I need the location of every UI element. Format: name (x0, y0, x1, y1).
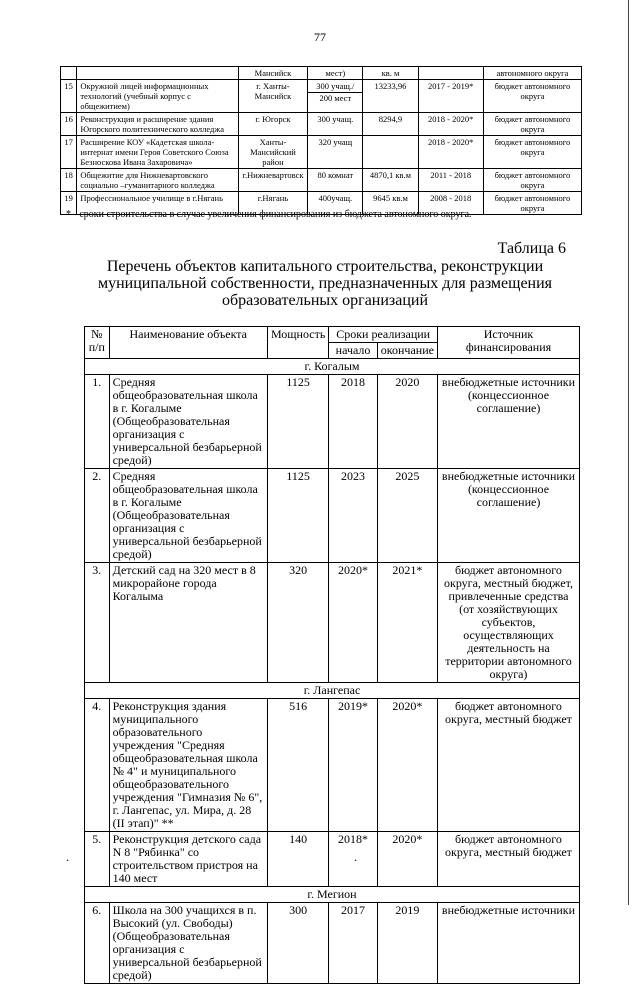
city-row (85, 359, 580, 375)
funding-source: бюджет автономного округа, местный бюджет (437, 699, 579, 832)
row-number: 18 (61, 169, 77, 192)
object-capacity-cell (308, 169, 363, 192)
start-year: 2018* (329, 832, 377, 887)
end-year: 2020* (377, 699, 437, 832)
end-year: 2020 (377, 375, 437, 469)
header-end: окончание (377, 343, 437, 359)
row-number: 4. (85, 699, 110, 832)
margin-dot: . (66, 850, 69, 864)
row-number: 19 (61, 192, 77, 215)
object-name: Расширение КОУ «Кадетская школа-интернат имени Героя Советского Союза Безноскова Ивана Захаровича» (77, 136, 238, 169)
header-terms: Сроки реализации (329, 327, 438, 343)
header-start: начало (329, 343, 377, 359)
object-name: Окружной лицей информационных технологий (учебный корпус с общежитием) (77, 80, 238, 113)
margin-dot: . (354, 850, 357, 864)
table-row (85, 699, 580, 832)
table-row (61, 113, 582, 136)
footnote: * - сроки строительства в случае увеличения финансирования из бюджета автономного округа. (66, 209, 472, 220)
object-capacity-cell (308, 136, 363, 169)
end-year: 2020* (377, 832, 437, 887)
object-name: Средняя общеобразовательная школа в г. Когалыме (Общеобразовательная организация с универсальной безбарьерной средой) (109, 469, 267, 563)
object-capacity: 300 (267, 903, 328, 984)
object-years: 2018 - 2020* (418, 136, 483, 169)
municipal-objects-table (84, 326, 580, 984)
funding-source: бюджет автономного округа, местный бюджет, привлеченные средства (от хозяйствующих субъектов, осуществляющих деятельность на территории автономного округа) (437, 563, 579, 683)
continuation-row (61, 67, 582, 80)
header-capacity: Мощность (267, 327, 328, 359)
object-source: бюджет автономного округа (483, 113, 581, 136)
table-row (85, 563, 580, 683)
header-row (85, 327, 580, 343)
object-area: 13233,96 (363, 80, 418, 113)
object-capacity: 516 (267, 699, 328, 832)
object-name: Реконструкция детского сада N 8 "Рябинка" со строительством пристроя на 140 мест (109, 832, 267, 887)
object-capacity: 300 учащ. (317, 114, 354, 124)
object-capacity-cell (308, 80, 363, 113)
row-number: 17 (61, 136, 77, 169)
row-number: 3. (85, 563, 110, 683)
object-source: бюджет автономного округа (483, 136, 581, 169)
object-name: Реконструкция здания муниципального образовательного учреждения "Средняя общеобразовательная школа № 4" и муниципального общеобразовательного учреждения "Гимназия № 6", г. Лангепас, ул. Мира, д. 28 (II этап)" ** (109, 699, 267, 832)
object-area: 9645 кв.м (363, 192, 418, 215)
continuation-cell: Мансийск (238, 67, 308, 80)
object-capacity: 80 комнат (317, 170, 354, 180)
object-area: 8294,9 (363, 113, 418, 136)
object-name: Школа на 300 учащихся в п. Высокий (ул. Свободы) (Общеобразовательная организация с универсальной безбарьерной средой) (109, 903, 267, 984)
object-name: Общежитие для Нижневартовского социально –гуманитарного колледжа (77, 169, 238, 192)
start-year: 2019* (329, 699, 377, 832)
city-name: г. Лангепас (85, 683, 580, 699)
start-year: 2023 (329, 469, 377, 563)
continuation-cell (61, 67, 77, 80)
objects-table-continued (60, 66, 582, 215)
table-label: Таблица 6 (497, 240, 566, 257)
object-place: г.Нижневартовск (238, 169, 308, 192)
object-capacity: 400учащ. (318, 193, 353, 203)
table-row (61, 169, 582, 192)
object-capacity: 1125 (267, 375, 328, 469)
continuation-cell: автономного округа (483, 67, 581, 80)
table-heading: Перечень объектов капитального строительства, реконструкции муниципальной собственности, предназначенных для размещения образовательных организаций (97, 258, 553, 309)
continuation-cell: кв. м (363, 67, 418, 80)
row-number: 6. (85, 903, 110, 984)
object-source: бюджет автономного округа (483, 169, 581, 192)
object-source: бюджет автономного округа (483, 80, 581, 113)
continuation-cell (418, 67, 483, 80)
city-name: г. Когалым (85, 359, 580, 375)
object-years: 2017 - 2019* (418, 80, 483, 113)
page-edge-line (628, 0, 629, 905)
row-number: 5. (85, 832, 110, 887)
object-place: г.Нягань (238, 192, 308, 215)
start-year: 2017 (329, 903, 377, 984)
funding-source: бюджет автономного округа, местный бюджет (437, 832, 579, 887)
row-number: 2. (85, 469, 110, 563)
object-capacity: 140 (267, 832, 328, 887)
funding-source: внебюджетные источники (концессионное соглашение) (437, 469, 579, 563)
object-years: 2011 - 2018 (418, 169, 483, 192)
row-number: 1. (85, 375, 110, 469)
city-row (85, 887, 580, 903)
table-row (85, 832, 580, 887)
object-years: 2018 - 2020* (418, 113, 483, 136)
object-name: Средняя общеобразовательная школа в г. Когалыме (Общеобразовательная организация с универсальной безбарьерной средой) (109, 375, 267, 469)
object-place: г. Югорск (238, 113, 308, 136)
page-number: 77 (314, 30, 326, 44)
row-number: 16 (61, 113, 77, 136)
object-name: Реконструкция и расширение здания Югорского политехнического колледжа (77, 113, 238, 136)
object-capacity: 320 учащ (318, 137, 353, 147)
object-area: 4870,1 кв.м (363, 169, 418, 192)
header-num: № п/п (85, 327, 110, 359)
continuation-cell: мест) (308, 67, 363, 80)
funding-source: внебюджетные источники (концессионное соглашение) (437, 375, 579, 469)
funding-source: внебюджетные источники (437, 903, 579, 984)
object-capacity: 320 (267, 563, 328, 683)
table-row (85, 469, 580, 563)
object-capacity: 1125 (267, 469, 328, 563)
city-name: г. Мегион (85, 887, 580, 903)
object-name: Детский сад на 320 мест в 8 микрорайоне города Когалыма (109, 563, 267, 683)
continuation-cell (77, 67, 238, 80)
start-year: 2018 (329, 375, 377, 469)
row-number: 15 (61, 80, 77, 113)
object-place: г. Ханты-Мансийск (238, 80, 308, 113)
header-name: Наименование объекта (109, 327, 267, 359)
table-row (61, 136, 582, 169)
object-name: Профессиональное училище в г.Нягань (77, 192, 238, 215)
city-row (85, 683, 580, 699)
object-capacity-secondary: 200 мест (308, 92, 362, 103)
object-years: 2008 - 2018 (418, 192, 483, 215)
object-capacity-cell (308, 113, 363, 136)
end-year: 2025 (377, 469, 437, 563)
start-year: 2020* (329, 563, 377, 683)
object-source: бюджет автономного округа (483, 192, 581, 215)
table-row (85, 903, 580, 984)
table-row (61, 80, 582, 113)
header-source: Источник финансирования (437, 327, 579, 359)
object-area (363, 136, 418, 169)
end-year: 2021* (377, 563, 437, 683)
table-row (85, 375, 580, 469)
object-capacity: 300 учащ./ (316, 81, 355, 91)
object-place: Ханты-Мансийский район (238, 136, 308, 169)
end-year: 2019 (377, 903, 437, 984)
